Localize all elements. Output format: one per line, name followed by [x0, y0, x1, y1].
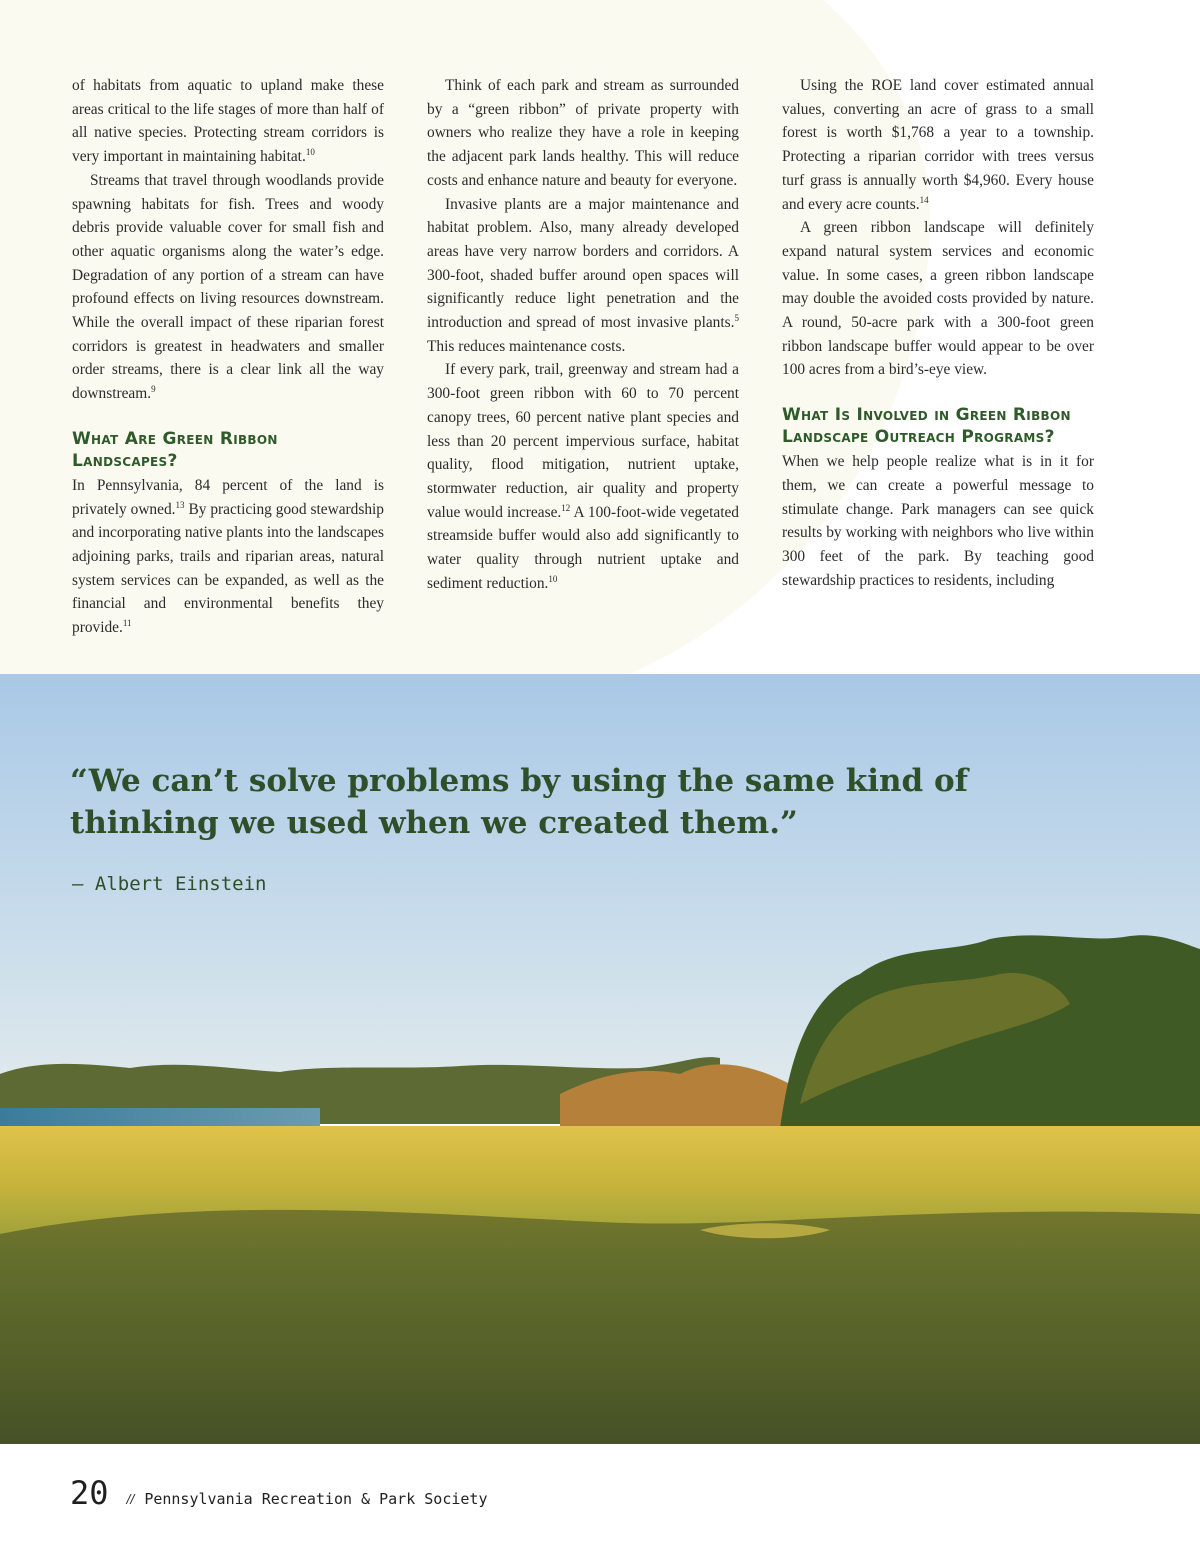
footnote-ref: 12 [561, 502, 571, 513]
paragraph: Invasive plants are a major maintenance and habitat problem. Also, many already developed areas have very narrow borders and corridors. A 300-foot, shaded buffer around open spaces will significantly reduce light penetration and the introduction and spread of most invasive plants.$^5$ This reduces maintenance costs. [427, 195, 739, 355]
column-3 [782, 74, 1094, 592]
footnote-ref: 14 [919, 194, 929, 205]
footnote-ref: 11 [122, 617, 132, 628]
footnote-ref: 10 [548, 573, 558, 584]
article-body [72, 74, 1094, 637]
page-footer [70, 1474, 487, 1514]
footnote-ref: 10 [305, 146, 315, 157]
paragraph: A green ribbon landscape will definitely expand natural system services and economic value. In some cases, a green ribbon landscape may double the avoided costs provided by nature. A round, 50-acre park with a 300-foot green ribbon landscape buffer would appear to be over 100 acres from a bird’s-eye view. [782, 219, 1094, 379]
paragraph: Streams that travel through woodlands provide spawning habitats for fish. Trees and woody debris provide valuable cover for small fish and other aquatic organisms along the water’s edge. Degradation of any portion of a stream can have profound effects on living resources downstream. While the overall impact of these riparian forest corridors is greatest in headwaters and smaller order streams, there is a clear link all the way downstream.$^9$ [72, 171, 384, 403]
paragraph: If every park, trail, greenway and stream had a 300-foot green ribbon with 60 to 70 percent canopy trees, 60 percent native plant species and less than 20 percent impervious surface, habitat quality, flood mitigation, nutrient uptake, stormwater reduction, air quality and property value would increase.$^{12}$ A 100-foot-wide vegetated streamside buffer would also add significantly to water quality through nutrient uptake and sediment reduction.$^{10}$ [427, 361, 739, 592]
paragraph: of habitats from aquatic to upland make these areas critical to the life stages of more than half of all native species. Protecting stream corridors is very important in maintaining habitat.$^{10}$ [72, 77, 384, 166]
footnote-ref: 13 [175, 499, 185, 510]
page-number: 20 [70, 1474, 109, 1512]
pull-quote: “We can’t solve problems by using the same kind of thinking we used when we created them.” [70, 763, 969, 841]
paragraph: Think of each park and stream as surrounded by a “green ribbon” of private property with owners who realize they have a role in keeping the adjacent park lands healthy. This will reduce costs and enhance nature and beauty for everyone. [427, 77, 739, 189]
tree-shadow [0, 1210, 1200, 1444]
footnote-ref: 5 [734, 312, 739, 323]
publication-name: Pennsylvania Recreation & Park Society [144, 1490, 488, 1508]
section-heading: What Are Green Ribbon Landscapes? [72, 428, 278, 471]
quote-attribution: – Albert Einstein [72, 873, 267, 895]
section-heading: What Is Involved in Green Ribbon Landscape Outreach Programs? [782, 405, 1071, 448]
column-2 [427, 74, 739, 595]
paragraph: In Pennsylvania, 84 percent of the land is privately owned.$^{13}$ By practicing good stewardship and incorporating native plants into the landscapes adjoining parks, trails and riparian areas, natural system services can be expanded, as well as the financial and environmental benefits they provide.$^{11}$ [72, 476, 384, 637]
footnote-ref: 9 [151, 384, 156, 395]
paragraph: Using the ROE land cover estimated annual values, converting an acre of grass to a small forest is worth $1,768 a year to a township. Protecting a riparian corridor with trees versus turf grass is annually worth $4,960. Every house and every acre counts.$^{14}$ [782, 77, 1094, 213]
paragraph: When we help people realize what is in it for them, we can create a powerful message to stimulate change. Park managers can see quick results by working with neighbors who live within 300 feet of the park. By teaching good stewardship practices to residents, including [782, 453, 1094, 589]
column-1 [72, 74, 384, 640]
footer-separator: // [126, 1491, 135, 1507]
